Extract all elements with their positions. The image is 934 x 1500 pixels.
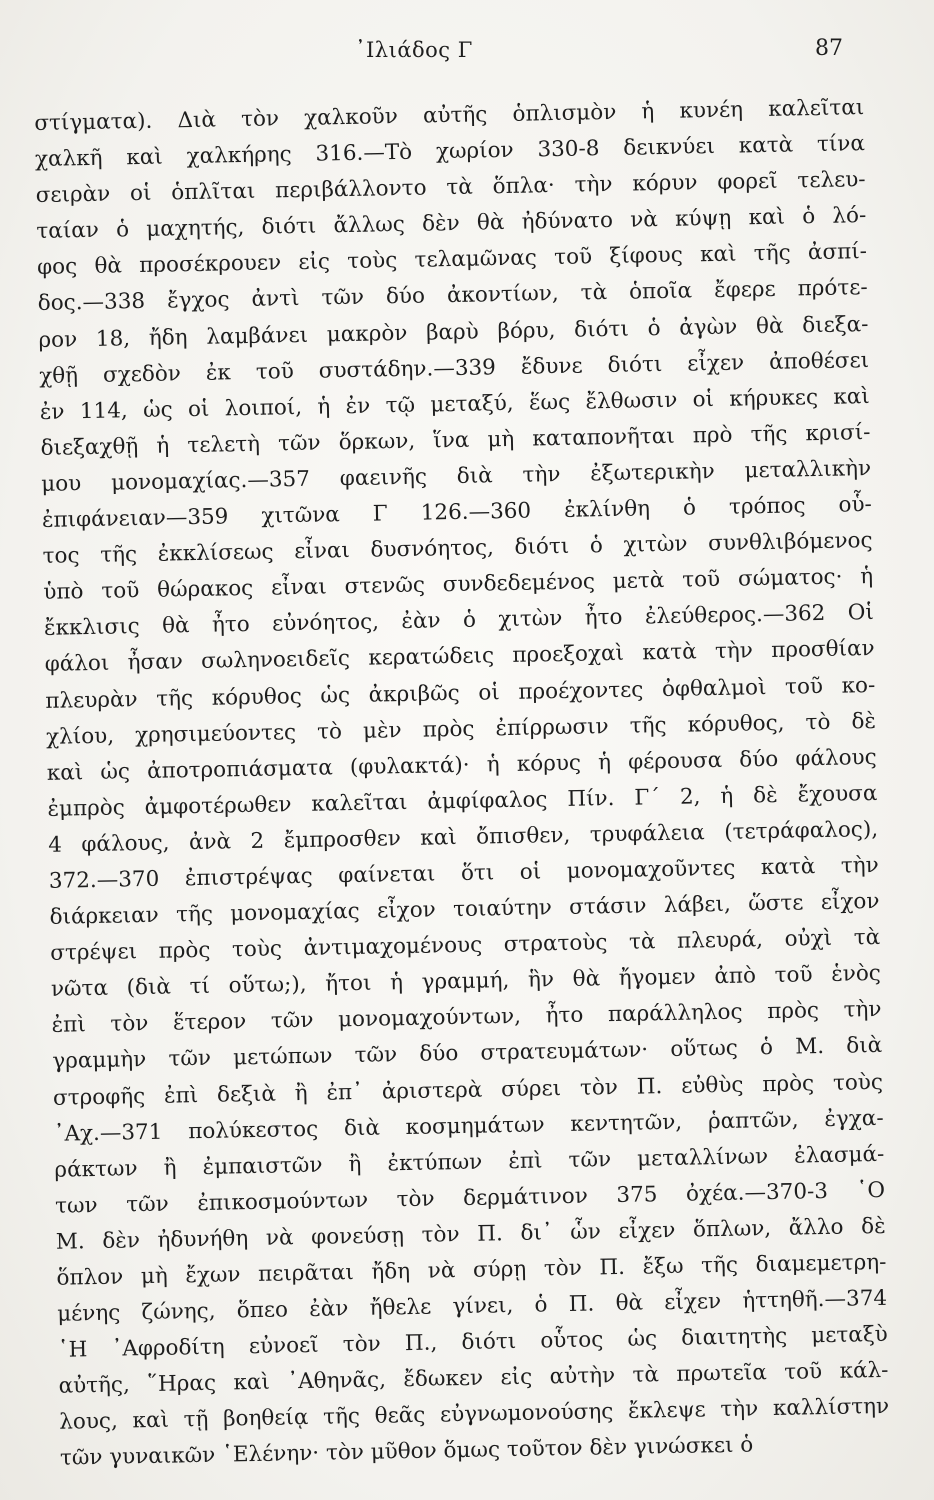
commentary-text xyxy=(34,90,890,1477)
text-line: γραμμὴν τῶν μετώπων τῶν δύο στρατευμάτων· οὕτως ὁ Μ. διὰ xyxy=(52,1033,883,1075)
text-line: αὐτῆς, ῞Ηρας καὶ ᾿Αθηνᾶς, ἔδωκεν εἰς αὐτὴν τὰ πρωτεῖα τοῦ κάλ- xyxy=(58,1358,889,1400)
page-number: 87 xyxy=(815,36,843,61)
text-line: φάλοι ἦσαν σωληνοειδεῖς κερατώδεις προεξοχαὶ κατὰ τὴν προσθίαν xyxy=(44,636,875,678)
text-line: 4 φάλους, ἀνὰ 2 ἔμπροσθεν καὶ ὄπισθεν, τρυφάλεια (τετράφαλος), xyxy=(47,816,879,858)
text-line: φος θὰ προσέκρουεν εἰς τοὺς τελαμῶνας τοῦ ξίφους καὶ τῆς ἀσπί- xyxy=(36,239,868,281)
text-line: σειρὰν οἱ ὁπλῖται περιβάλλοντο τὰ ὅπλα· τὴν κόρυν φορεῖ τελευ- xyxy=(35,167,866,209)
text-line: πλευρὰν τῆς κόρυθος ὡς ἀκριβῶς οἱ προέχοντες ὀφθαλμοὶ τοῦ κο- xyxy=(45,672,876,714)
text-line: ράκτων ἢ ἐμπαιστῶν ἢ ἐκτύπων ἐπὶ τῶν μεταλλίνων ἐλασμά- xyxy=(54,1141,885,1183)
text-line: μένης ζώνης, ὅπεο ἐὰν ἤθελε γίνει, ὁ Π. θὰ εἶχεν ἡττηθῆ.—374 xyxy=(56,1285,888,1327)
text-line: των τῶν ἐπικοσμούντων τὸν δερμάτινον 375 ὀχέα.—370-3 ῾Ο xyxy=(54,1177,886,1219)
text-line: στίγματα). Διὰ τὸν χαλκοῦν αὐτῆς ὁπλισμὸν ἡ κυνέη καλεῖται xyxy=(34,95,865,136)
text-line: χλίου, χρησιμεύοντες τὸ μὲν πρὸς ἐπίρρωσιν τῆς κόρυθος, τὸ δὲ xyxy=(45,708,877,750)
text-line: τῶν γυναικῶν ῾Ελένην· τὸν μῦθον ὅμως τοῦτον δὲν γινώσκει ὁ xyxy=(59,1432,754,1472)
text-line: στρέψει πρὸς τοὺς ἀντιμαχομένους στρατοὺς τὰ πλευρά, οὐχὶ τὰ xyxy=(50,925,881,966)
text-line: ρον 18, ἤδη λαμβάνει μακρὸν βαρὺ βόρυ, διότι ὁ ἀγὼν θὰ διεξα- xyxy=(38,311,869,353)
text-line: λους, καὶ τῇ βοηθείᾳ τῆς θεᾶς εὐγνωμονούσης ἔκλεψε τὴν καλλίστην xyxy=(59,1394,890,1436)
text-line: διάρκειαν τῆς μονομαχίας εἶχον τοιαύτην στάσιν λάβει, ὥστε εἶχον xyxy=(49,888,880,930)
text-line: ῾Η ᾿Αφροδίτη εὐνοεῖ τὸν Π., διότι οὗτος ὡς διαιτητὴς μεταξὺ xyxy=(57,1322,888,1363)
text-line: χαλκῆ καὶ χαλκήρης 316.—Τὸ χωρίον 330-8 δεικνύει κατὰ τίνα xyxy=(34,131,866,173)
text-line: ὑπὸ τοῦ θώρακος εἶναι στενῶς συνδεδεμένος μετὰ τοῦ σώματος· ἡ xyxy=(43,564,874,606)
text-line: ᾿Αχ.—371 πολύκεστος διὰ κοσμημάτων κεντητῶν, ῥαπτῶν, ἐγχα- xyxy=(53,1105,884,1147)
text-line: ἔκκλισις θὰ ἦτο εὐνόητος, ἐὰν ὁ χιτὼν ἦτο ἐλεύθερος.—362 Οἱ xyxy=(43,600,875,642)
text-line: 372.—370 ἐπιστρέψας φαίνεται ὅτι οἱ μονομαχοῦντες κατὰ τὴν xyxy=(48,852,879,894)
text-line: ἐπὶ τὸν ἕτερον τῶν μονομαχούντων, ἦτο παράλληλος πρὸς τὴν xyxy=(51,997,882,1039)
text-line: μου μονομαχίας.—357 φαεινῆς διὰ τὴν ἐξωτερικὴν μεταλλικὴν xyxy=(41,455,872,497)
text-line: στροφῆς ἐπὶ δεξιὰ ἢ ἐπ᾿ ἀριστερὰ σύρει τὸν Π. εὐθὺς πρὸς τοὺς xyxy=(52,1069,884,1111)
text-line: ἐπιφάνειαν—359 χιτῶνα Γ 126.—360 ἐκλίνθη ὁ τρόπος οὗ- xyxy=(41,492,873,533)
text-line: διεξαχθῇ ἡ τελετὴ τῶν ὅρκων, ἵνα μὴ καταπονῆται πρὸ τῆς κρισί- xyxy=(40,419,871,461)
text-line: ἐν 114, ὡς οἱ λοιποί, ἡ ἐν τῷ μεταξύ, ἕως ἔλθωσιν οἱ κήρυκες καὶ xyxy=(39,383,870,425)
running-head: ᾿Ιλιάδος Γ xyxy=(355,38,473,62)
text-line: Μ. δὲν ἠδυνήθη νὰ φονεύσῃ τὸν Π. δι᾿ ὧν εἶχεν ὅπλων, ἄλλο δὲ xyxy=(55,1213,886,1255)
text-line: χθῇ σχεδὸν ἐκ τοῦ συστάδην.—339 ἔδυνε διότι εἶχεν ἀποθέσει xyxy=(38,347,870,389)
text-line: δος.—338 ἔγχος ἀντὶ τῶν δύο ἀκοντίων, τὰ ὁποῖα ἔφερε πρότε- xyxy=(37,275,868,317)
text-line: ἐμπρὸς ἀμφοτέρωθεν καλεῖται ἀμφίφαλος Πίν. Γ΄ 2, ἡ δὲ ἔχουσα xyxy=(47,780,878,822)
text-line: καὶ ὡς ἀποτροπιάσματα (φυλακτά)· ἡ κόρυς ἡ φέρουσα δύο φάλους xyxy=(46,744,877,786)
text-line: νῶτα (διὰ τί οὕτω;), ἤτοι ἡ γραμμή, ἣν θὰ ἤγομεν ἀπὸ τοῦ ἑνὸς xyxy=(50,961,882,1003)
text-line: ταίαν ὁ μαχητής, διότι ἄλλως δὲν θὰ ἠδύνατο νὰ κύψῃ καὶ ὁ λό- xyxy=(36,203,867,245)
text-line: ὅπλον μὴ ἔχων πειρᾶται ἤδη νὰ σύρῃ τὸν Π. ἔξω τῆς διαμεμετρη- xyxy=(56,1249,887,1291)
text-line: τος τῆς ἐκκλίσεως εἶναι δυσνόητος, διότι ὁ χιτὼν συνθλιβόμενος xyxy=(42,528,873,570)
